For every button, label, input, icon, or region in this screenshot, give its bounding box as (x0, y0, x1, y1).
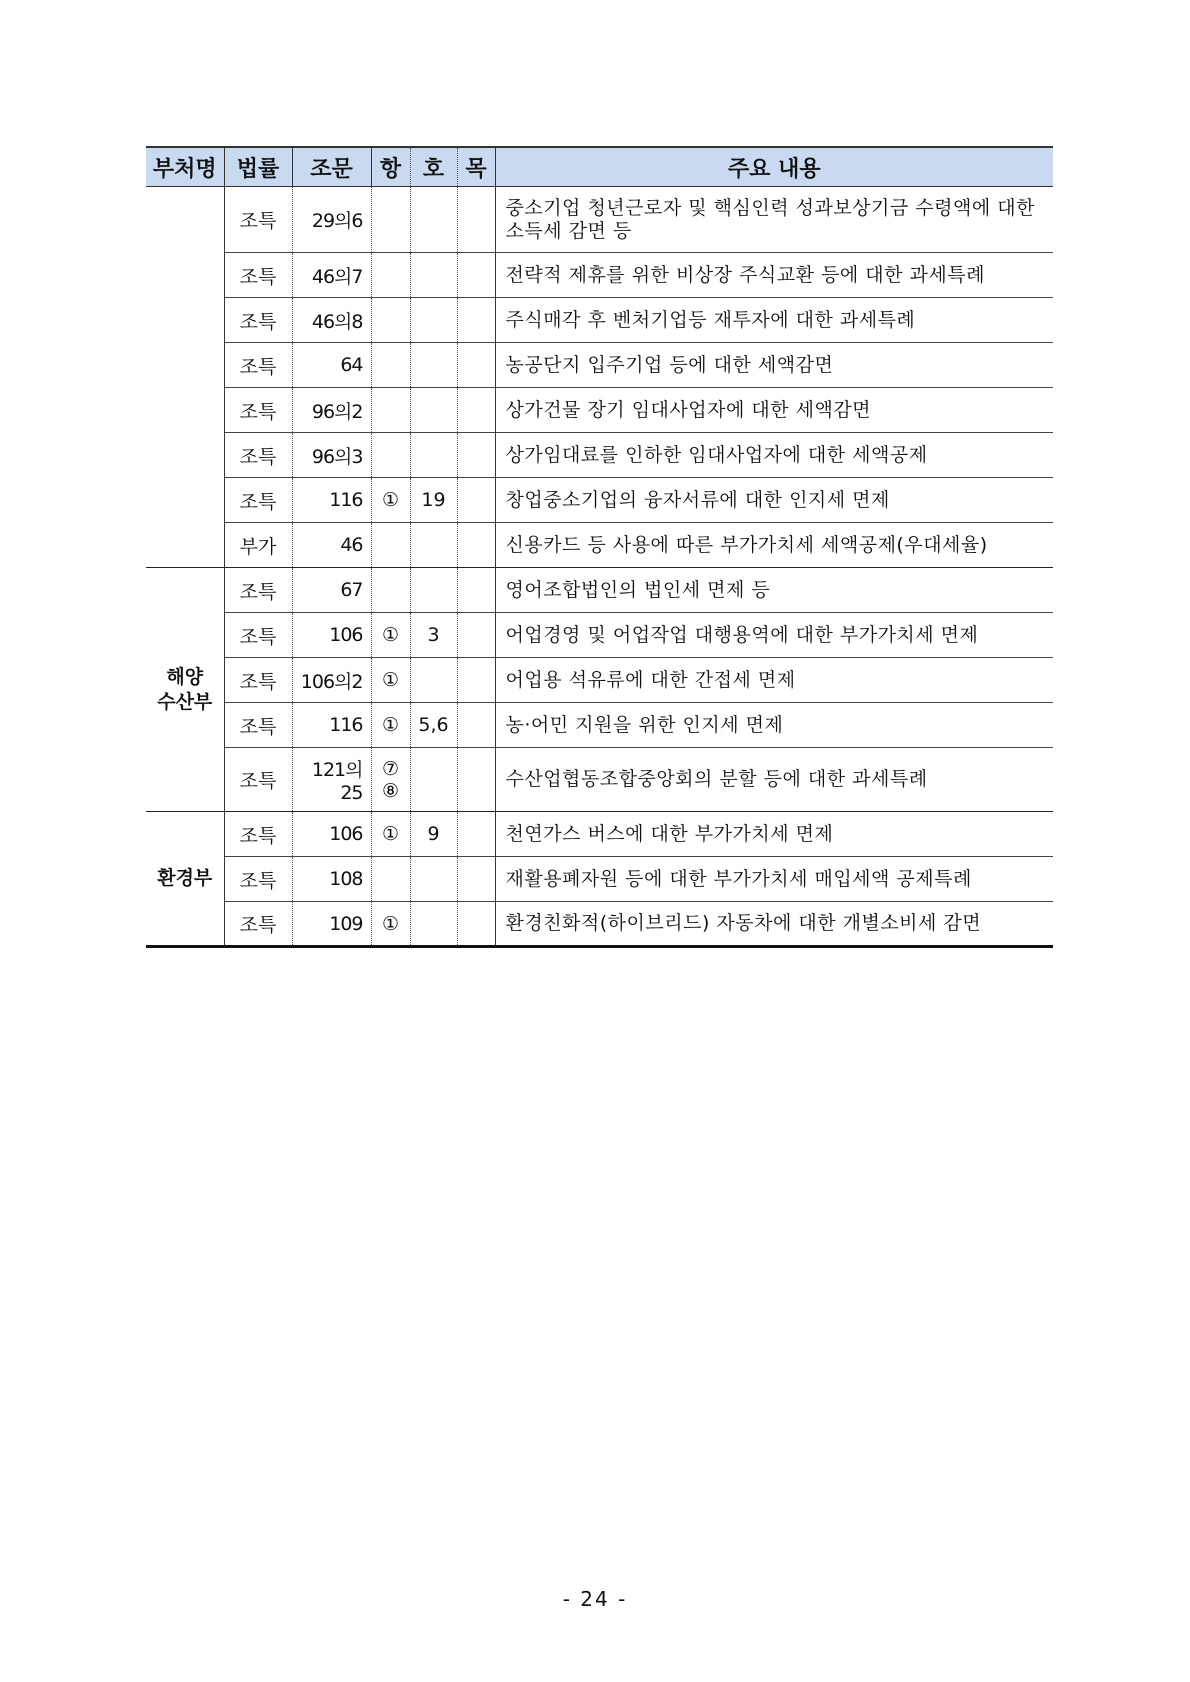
article-cell: 106 (292, 812, 371, 857)
content-cell: 농·어민 지원을 위한 인지세 면제 (505, 713, 784, 736)
law-cell: 조특 (224, 812, 292, 857)
ho-cell (410, 187, 457, 253)
article-cell: 67 (292, 568, 371, 613)
hang-cell: ① (371, 658, 410, 703)
article-cell: 46의8 (292, 298, 371, 343)
mok-cell (457, 298, 495, 343)
law-cell: 조특 (224, 187, 292, 253)
content-cell: 수산업협동조합중앙회의 분할 등에 대한 과세특례 (505, 768, 928, 790)
hang-cell: ① (371, 703, 410, 748)
content-cell: 상가건물 장기 임대사업자에 대한 세액감면 (505, 398, 872, 421)
mok-cell (457, 703, 495, 748)
law-cell: 조특 (224, 857, 292, 902)
hang-cell (371, 857, 410, 902)
hang-cell (371, 298, 410, 343)
law-cell: 조특 (224, 568, 292, 613)
article-cell: 106 (292, 613, 371, 658)
hang-cell (371, 388, 410, 433)
law-cell: 조특 (224, 658, 292, 703)
header-ho: 호 (410, 147, 457, 187)
article-cell: 96의2 (292, 388, 371, 433)
ho-cell: 9 (410, 812, 457, 857)
content-cell: 영어조합법인의 법인세 면제 등 (495, 568, 1053, 613)
header-dept: 부처명 (146, 147, 224, 187)
table-row (146, 902, 1053, 947)
law-cell: 조특 (224, 343, 292, 388)
law-cell: 조특 (224, 298, 292, 343)
mok-cell (457, 748, 495, 812)
ho-cell (410, 343, 457, 388)
mok-cell (457, 568, 495, 613)
content-cell: 재활용폐자원 등에 대한 부가가치세 매입세액 공제특례 (505, 867, 972, 890)
table-row (146, 433, 1053, 478)
article-cell: 108 (292, 857, 371, 902)
table-row (146, 343, 1053, 388)
content-cell: 환경친화적(하이브리드) 자동차에 대한 개별소비세 감면 (505, 912, 982, 934)
article-cell: 46의7 (292, 253, 371, 298)
table-row (146, 703, 1053, 748)
table-row (146, 388, 1053, 433)
law-cell: 조특 (224, 478, 292, 523)
article-cell: 116 (292, 703, 371, 748)
ho-cell: 3 (410, 613, 457, 658)
law-cell: 조특 (224, 253, 292, 298)
content-cell: 농공단지 입주기업 등에 대한 세액감면 (505, 353, 834, 376)
mok-cell (457, 658, 495, 703)
table-body (146, 187, 1053, 947)
hang-cell (371, 253, 410, 298)
hang-cell: ① (371, 812, 410, 857)
hang-cell (371, 568, 410, 613)
table-row (146, 658, 1053, 703)
ho-cell (410, 523, 457, 568)
dept-cell: 해양 수산부 (146, 568, 224, 812)
header-law: 법률 (224, 147, 292, 187)
law-cell: 조특 (224, 748, 292, 812)
table-row (146, 568, 1053, 613)
ho-cell (410, 902, 457, 947)
header-content: 주요 내용 (495, 147, 1053, 187)
ho-cell: 19 (410, 478, 457, 523)
article-cell: 29의6 (292, 187, 371, 253)
content-cell: 어업경영 및 어업작업 대행용역에 대한 부가가치세 면제 (505, 623, 979, 646)
content-cell: 창업중소기업의 융자서류에 대한 인지세 면제 (505, 488, 890, 511)
header-hang: 항 (371, 147, 410, 187)
ho-cell (410, 857, 457, 902)
content-cell: 중소기업 청년근로자 및 핵심인력 성과보상기금 수령액에 대한 소득세 감면 등 (505, 196, 1035, 242)
table-row (146, 253, 1053, 298)
table-row (146, 298, 1053, 343)
article-cell: 106의2 (292, 658, 371, 703)
header-article: 조문 (292, 147, 371, 187)
table-row (146, 857, 1053, 902)
hang-cell: ① (371, 613, 410, 658)
article-cell: 121의25 (292, 748, 371, 812)
law-cell: 조특 (224, 388, 292, 433)
hang-cell (371, 343, 410, 388)
article-cell: 116 (292, 478, 371, 523)
law-cell: 부가 (224, 523, 292, 568)
table-header-row (146, 147, 1053, 187)
hang-cell (371, 523, 410, 568)
ho-cell (410, 748, 457, 812)
content-cell: 천연가스 버스에 대한 부가가치세 면제 (495, 812, 1053, 857)
mok-cell (457, 902, 495, 947)
mok-cell (457, 523, 495, 568)
content-cell: 신용카드 등 사용에 따른 부가가치세 세액공제(우대세율) (505, 533, 988, 556)
mok-cell (457, 253, 495, 298)
mok-cell (457, 857, 495, 902)
hang-cell (371, 187, 410, 253)
content-cell: 어업용 석유류에 대한 간접세 면제 (505, 668, 796, 691)
hang-cell: ① (371, 478, 410, 523)
mok-cell (457, 812, 495, 857)
law-cell: 조특 (224, 902, 292, 947)
tax-provisions-table (146, 146, 1053, 948)
article-cell: 46 (292, 523, 371, 568)
article-cell: 109 (292, 902, 371, 947)
ho-cell (410, 298, 457, 343)
ho-cell (410, 433, 457, 478)
ho-cell (410, 568, 457, 613)
ho-cell (410, 388, 457, 433)
content-cell: 전략적 제휴를 위한 비상장 주식교환 등에 대한 과세특례 (505, 263, 985, 286)
table-row (146, 523, 1053, 568)
table-row (146, 613, 1053, 658)
hang-cell (371, 433, 410, 478)
header-mok: 목 (457, 147, 495, 187)
table-row (146, 478, 1053, 523)
law-cell: 조특 (224, 703, 292, 748)
article-cell: 64 (292, 343, 371, 388)
content-cell: 상가임대료를 인하한 임대사업자에 대한 세액공제 (505, 443, 928, 466)
hang-cell: ① (371, 902, 410, 947)
mok-cell (457, 478, 495, 523)
hang-cell: ⑦ ⑧ (371, 748, 410, 812)
law-cell: 조특 (224, 613, 292, 658)
dept-cell (146, 187, 224, 568)
law-cell: 조특 (224, 433, 292, 478)
table-row (146, 748, 1053, 812)
mok-cell (457, 187, 495, 253)
mok-cell (457, 343, 495, 388)
ho-cell (410, 253, 457, 298)
article-cell: 96의3 (292, 433, 371, 478)
mok-cell (457, 613, 495, 658)
mok-cell (457, 388, 495, 433)
ho-cell: 5,6 (410, 703, 457, 748)
table-row (146, 187, 1053, 253)
content-cell: 주식매각 후 벤처기업등 재투자에 대한 과세특례 (505, 308, 916, 331)
table-row (146, 812, 1053, 857)
page-number: - 24 - (562, 1587, 628, 1611)
mok-cell (457, 433, 495, 478)
ho-cell (410, 658, 457, 703)
dept-cell: 환경부 (146, 812, 224, 947)
